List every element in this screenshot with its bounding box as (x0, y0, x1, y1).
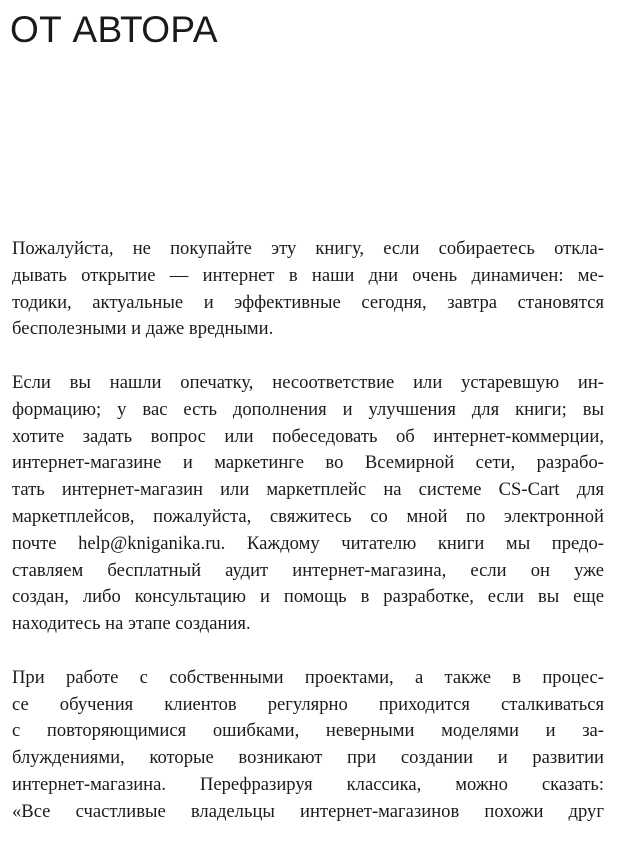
text-line: Пожалуйста, не покупайте эту книгу, если собираетесь откла- (12, 238, 604, 259)
text-line: интернет-магазине и маркетинге во Всемирной сети, разрабо- (12, 452, 604, 474)
text-line: маркетплейсов, пожалуйста, свяжитесь со мной по электронной (12, 505, 604, 527)
text-line: дывать открытие — интернет в наши дни очень динамичен: ме- (12, 264, 604, 286)
text-line: тодики, актуальные и эффективные сегодня, завтра становятся (12, 291, 604, 313)
body-text (12, 236, 604, 852)
text-line: почте help@kniganika.ru. Каждому читателю книги мы предо- (12, 532, 604, 554)
text-line: «Все счастливые владельцы интернет-магазинов похожи друг (12, 800, 604, 822)
text-line: бесполезными и даже вредными. (12, 318, 274, 340)
text-line: Если вы нашли опечатку, несоответствие или устаревшую ин- (12, 371, 604, 393)
text-line: се обучения клиентов регулярно приходится сталкиваться (12, 693, 604, 715)
text-line: блуждениями, которые возникают при создании и развитии (12, 747, 604, 769)
text-line: ставляем бесплатный аудит интернет-магазина, если он уже (12, 559, 604, 581)
text-line: интернет-магазина. Перефразируя классика, можно сказать: (12, 773, 604, 795)
text-line: тать интернет-магазин или маркетплейс на системе CS-Cart для (12, 479, 604, 501)
paragraph-2 (12, 370, 604, 638)
chapter-title: ОТ АВТОРА (10, 9, 218, 50)
text-line: с повторяющимися ошибками, неверными моделями и за- (12, 720, 604, 742)
text-line: находитесь на этапе создания. (12, 613, 251, 635)
paragraph-3 (12, 665, 604, 826)
paragraph-1 (12, 236, 604, 343)
text-line: формацию; у вас есть дополнения и улучшения для книги; вы (12, 398, 604, 420)
text-line: создан, либо консультацию и помощь в разработке, если вы еще (12, 586, 604, 608)
text-line: При работе с собственными проектами, а также в процес- (12, 666, 604, 688)
text-line: хотите задать вопрос или побеседовать об интернет-коммерции, (12, 425, 604, 447)
